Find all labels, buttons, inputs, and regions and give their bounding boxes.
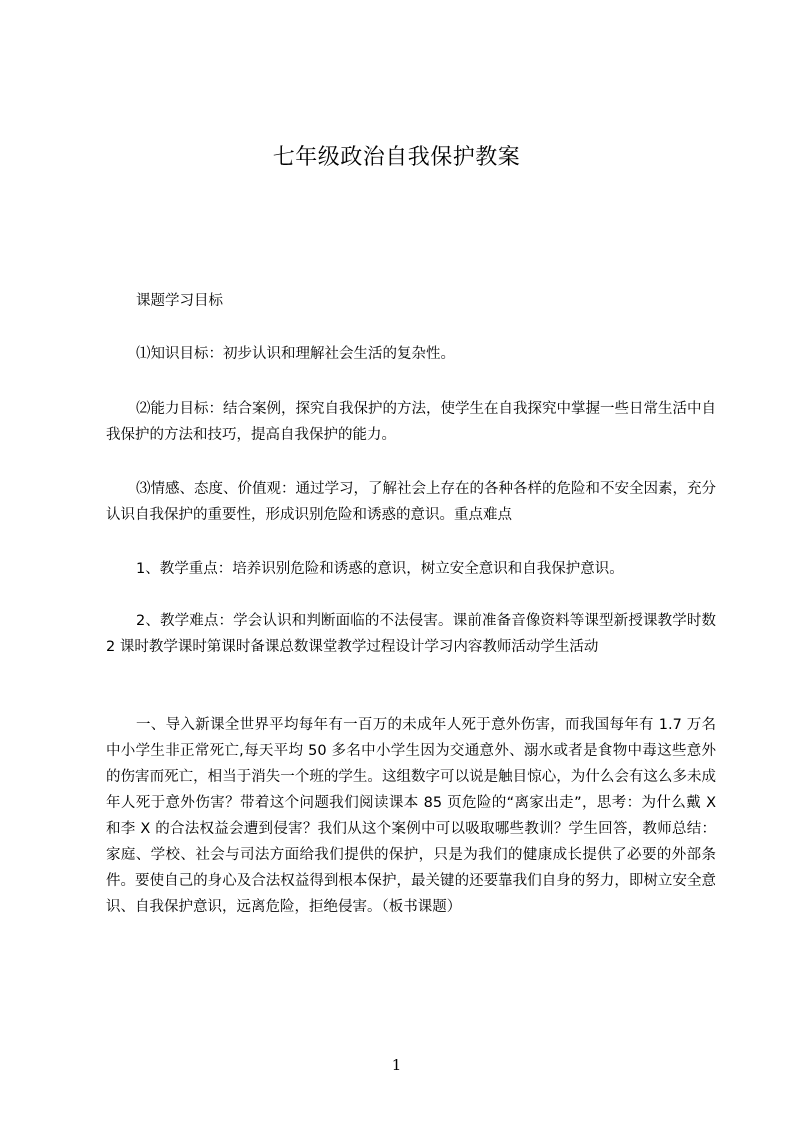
page-number: 1 [391,1056,402,1074]
paragraph-knowledge-goal: ⑴知识目标：初步认识和理解社会生活的复杂性。 [136,346,455,362]
paragraph-ability-goal: ⑵能力目标：结合案例，探究自我保护的方法，使学生在自我探究中掌握一些日常生活中自我保护的方法和技巧，提高自我保护的能力。 [106,401,716,443]
paragraph-key-point: 1、教学重点：培养识别危险和诱惑的意识，树立安全意识和自我保护意识。 [136,561,624,577]
paragraph-difficult-point: 2、教学难点：学会认识和判断面临的不法侵害。课前准备音像资料等课型新授课教学时数 2 课时教学课时第课时备课总数课堂教学过程设计学习内容教师活动学生活动 [106,613,716,655]
paragraph-emotion-goal: ⑶情感、态度、价值观：通过学习，了解社会上存在的各种各样的危险和不安全因素，充分认识自我保护的重要性，形成识别危险和诱惑的意识。重点难点 [106,481,716,523]
page-title: 七年级政治自我保护教案 [272,145,521,170]
section-heading: 课题学习目标 [136,293,223,309]
paragraph-lesson-intro: 一、导入新课全世界平均每年有一百万的未成年人死于意外伤害，而我国每年有 1.7 万名中小学生非正常死亡,每天平均 50 多名中小学生因为交通意外、溺水或者是食物中毒这些意外的伤害而死亡，相当于消失一个班的学生。这组数字可以说是触目惊心，为什么会有这么多未成年人死于意外伤害？带着这个问题我们阅读课本 85 页危险的“离家出走”，思考：为什么戴 X 和李 X 的合法权益会遭到侵害？我们从这个案例中可以吸取哪些教训？学生回答，教师总结：家庭、学校、社会与司法方面给我们提供的保护，只是为我们的健康成长提供了必要的外部条件。要使自己的身心及合法权益得到根本保护，最关键的还要靠我们自身的努力，即树立安全意识、自我保护意识，远离危险，拒绝侵害。（板书课题） [106,717,716,915]
